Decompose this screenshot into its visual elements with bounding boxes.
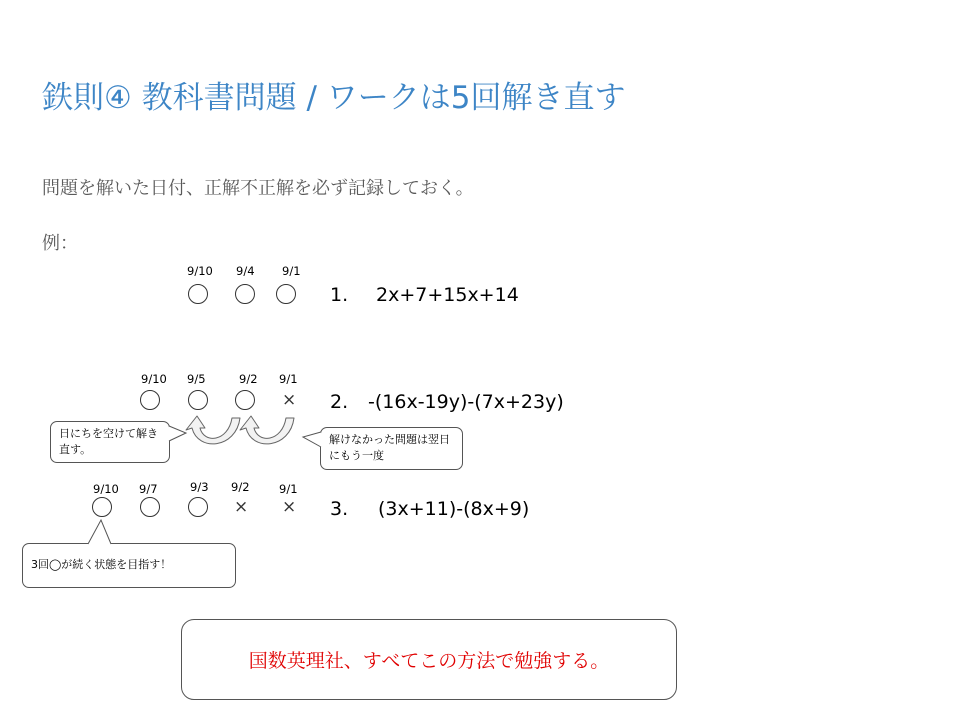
row1-date-1: 9/10	[187, 264, 213, 278]
page-title: 鉄則④ 教科書問題 / ワークは5回解き直す	[42, 80, 626, 116]
row2-date-3: 9/2	[239, 372, 258, 386]
row1-number: 1.	[330, 284, 349, 306]
row2-number: 2.	[330, 391, 349, 413]
summary-text: 国数英理社、すべてこの方法で勉強する。	[248, 650, 610, 672]
lead-text: 問題を解いた日付、正解不正解を必ず記録しておく。	[42, 178, 474, 199]
row1-date-3: 9/1	[282, 264, 301, 278]
row3-date-1: 9/10	[93, 482, 119, 496]
row3-expression: (3x+11)-(8x+9)	[378, 498, 530, 520]
row3-date-5: 9/1	[279, 482, 298, 496]
row3-incorrect-mark-1: ×	[234, 497, 249, 517]
row1-expression: 2x+7+15x+14	[376, 284, 519, 306]
row3-number: 3.	[330, 498, 349, 520]
row3-incorrect-mark-2: ×	[282, 497, 297, 517]
row2-date-2: 9/5	[187, 372, 206, 386]
row3-date-4: 9/2	[231, 480, 250, 494]
row3-date-2: 9/7	[139, 482, 158, 496]
row2-date-4: 9/1	[279, 372, 298, 386]
row2-date-1: 9/10	[141, 372, 167, 386]
example-label: 例：	[42, 233, 78, 254]
row1-date-2: 9/4	[236, 264, 255, 278]
row3-date-3: 9/3	[190, 480, 209, 494]
summary-box	[181, 619, 677, 700]
row2-expression: -(16x-19y)-(7x+23y)	[368, 391, 564, 413]
callout-retry-with-gap-text: 日にちを空けて解き直す。	[59, 427, 158, 456]
row2-incorrect-mark: ×	[282, 390, 297, 410]
callout-next-day-text: 解けなかった問題は翌日にもう一度	[329, 433, 450, 462]
callout-goal-text: 3回◯が続く状態を目指す！	[31, 558, 172, 571]
